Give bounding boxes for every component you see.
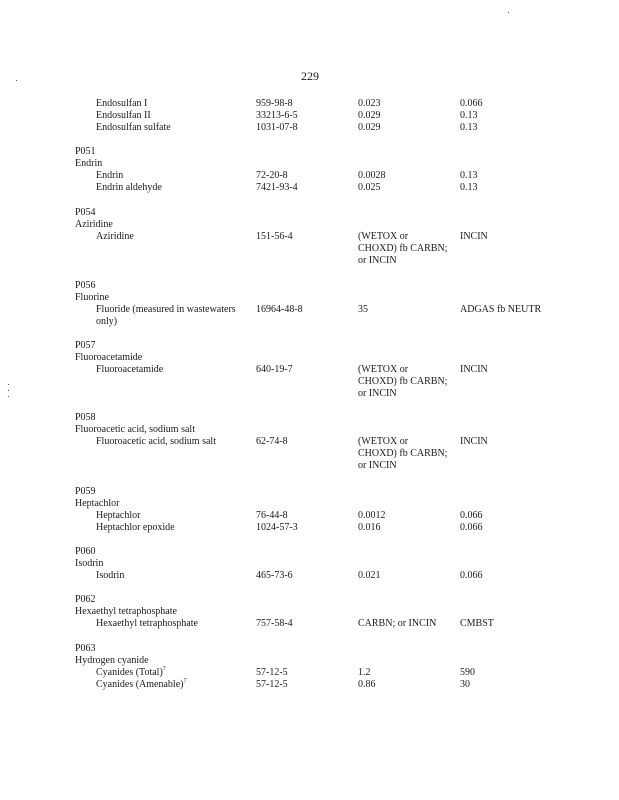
wastewater-standard: (WETOX or CHOXD) fb CARBN; or INCIN: [358, 231, 448, 266]
name-text: Heptachlor: [75, 498, 120, 509]
section-heading: [75, 412, 96, 424]
section-heading: [75, 643, 96, 655]
name-text: Cyanides (Total): [96, 667, 163, 678]
name-text: Endosulfan I: [96, 98, 148, 109]
name-text: Endrin: [75, 158, 103, 169]
page-number: 229: [301, 69, 319, 83]
nonwastewater-standard: 0.13: [460, 182, 478, 193]
wastewater-standard: 0.023: [358, 98, 381, 109]
wastewater-standard: 35: [358, 304, 368, 315]
nonwastewater-standard: 590: [460, 667, 475, 678]
nonwastewater-standard: INCIN: [460, 436, 488, 447]
name-text: P063: [75, 643, 96, 654]
cas-number: 640-19-7: [256, 364, 293, 375]
wastewater-standard: 0.0028: [358, 170, 386, 181]
constituent-name: [96, 122, 171, 134]
constituent-name: [96, 510, 140, 522]
wastewater-standard: CARBN; or INCIN: [358, 618, 437, 629]
scan-speck: [8, 390, 9, 391]
nonwastewater-standard: 0.066: [460, 98, 483, 109]
section-heading: [75, 424, 195, 436]
section-heading: [75, 158, 102, 170]
constituent-name: [96, 436, 216, 448]
nonwastewater-standard: 0.13: [460, 122, 478, 133]
name-text: Endosulfan sulfate: [96, 122, 171, 133]
section-heading: [75, 558, 103, 570]
name-text: Endrin aldehyde: [96, 182, 162, 193]
wastewater-standard: (WETOX or CHOXD) fb CARBN; or INCIN: [358, 436, 448, 471]
name-text: P058: [75, 412, 96, 423]
constituent-name: [96, 679, 186, 691]
name-text: P060: [75, 546, 96, 557]
scan-speck: [16, 80, 17, 81]
name-text: Isodrin: [75, 558, 104, 569]
nonwastewater-standard: 0.066: [460, 522, 483, 533]
section-heading: [75, 498, 119, 510]
name-text: Fluorine: [75, 292, 109, 303]
name-text: Fluoroacetamide: [75, 352, 143, 363]
constituent-name: [96, 182, 162, 194]
name-text: Aziridine: [75, 219, 113, 230]
section-heading: [75, 207, 96, 219]
cas-number: 1024-57-3: [256, 522, 298, 533]
cas-number: 62-74-8: [256, 436, 288, 447]
name-text: P054: [75, 207, 96, 218]
cas-number: 757-58-4: [256, 618, 293, 629]
section-heading: [75, 280, 96, 292]
name-text: P062: [75, 594, 96, 605]
section-heading: [75, 292, 109, 304]
name-text: Endrin: [96, 170, 124, 181]
scan-speck: [508, 12, 509, 13]
name-text: Cyanides (Amenable): [96, 679, 184, 690]
nonwastewater-standard: ADGAS fb NEUTR: [460, 304, 542, 315]
name-text: Fluoride (measured in wastewaters only): [96, 304, 236, 327]
constituent-name: [96, 110, 151, 122]
cas-number: 72-20-8: [256, 170, 288, 181]
constituent-name: [96, 522, 175, 534]
nonwastewater-standard: 0.066: [460, 510, 483, 521]
wastewater-standard: 0.86: [358, 679, 376, 690]
name-text: Heptachlor: [96, 510, 141, 521]
cas-number: 465-73-6: [256, 570, 293, 581]
name-text: Hexaethyl tetraphosphate: [75, 606, 177, 617]
cas-number: 57-12-5: [256, 667, 288, 678]
constituent-name: [96, 98, 147, 110]
wastewater-standard: 0.021: [358, 570, 381, 581]
name-text: Fluoroacetic acid, sodium salt: [96, 436, 216, 447]
cas-number: 959-98-8: [256, 98, 293, 109]
name-text: P051: [75, 146, 96, 157]
wastewater-standard: 0.029: [358, 110, 381, 121]
nonwastewater-standard: INCIN: [460, 231, 488, 242]
wastewater-standard: 0.029: [358, 122, 381, 133]
nonwastewater-standard: INCIN: [460, 364, 488, 375]
name-text: P057: [75, 340, 96, 351]
section-heading: [75, 219, 113, 231]
constituent-name: [96, 364, 163, 376]
nonwastewater-standard: 30: [460, 679, 470, 690]
wastewater-standard: (WETOX or CHOXD) fb CARBN; or INCIN: [358, 364, 448, 399]
cas-number: 33213-6-5: [256, 110, 298, 121]
cas-number: 57-12-5: [256, 679, 288, 690]
section-heading: [75, 606, 177, 618]
section-heading: [75, 486, 96, 498]
name-text: P056: [75, 280, 96, 291]
wastewater-standard: 0.0012: [358, 510, 386, 521]
name-text: Aziridine: [96, 231, 134, 242]
cas-number: 7421-93-4: [256, 182, 298, 193]
name-text: Endosulfan II: [96, 110, 151, 121]
section-heading: [75, 352, 142, 364]
section-heading: [75, 594, 96, 606]
footnote-marker: 7: [162, 666, 166, 673]
section-heading: [75, 655, 149, 667]
name-text: Fluoroacetamide: [96, 364, 164, 375]
constituent-name: [96, 570, 124, 582]
name-text: P059: [75, 486, 96, 497]
cas-number: 151-56-4: [256, 231, 293, 242]
name-text: Fluoroacetic acid, sodium salt: [75, 424, 195, 435]
section-heading: [75, 340, 96, 352]
cas-number: 1031-07-8: [256, 122, 298, 133]
cas-number: 76-44-8: [256, 510, 288, 521]
nonwastewater-standard: 0.066: [460, 570, 483, 581]
wastewater-standard: 0.016: [358, 522, 381, 533]
name-text: Heptachlor epoxide: [96, 522, 175, 533]
section-heading: [75, 546, 96, 558]
constituent-name: [96, 231, 134, 243]
constituent-name: [96, 618, 198, 630]
name-text: Hexaethyl tetraphosphate: [96, 618, 198, 629]
wastewater-standard: 0.025: [358, 182, 381, 193]
footnote-marker: 7: [183, 678, 187, 685]
nonwastewater-standard: CMBST: [460, 618, 494, 629]
nonwastewater-standard: 0.13: [460, 170, 478, 181]
constituent-name: [96, 667, 166, 679]
scan-speck: [8, 396, 9, 397]
constituent-name: [96, 170, 123, 182]
cas-number: 16964-48-8: [256, 304, 303, 315]
scan-speck: [8, 384, 9, 385]
wastewater-standard: 1.2: [358, 667, 371, 678]
nonwastewater-standard: 0.13: [460, 110, 478, 121]
section-heading: [75, 146, 96, 158]
constituent-name: [96, 304, 246, 328]
name-text: Hydrogen cyanide: [75, 655, 149, 666]
name-text: Isodrin: [96, 570, 125, 581]
